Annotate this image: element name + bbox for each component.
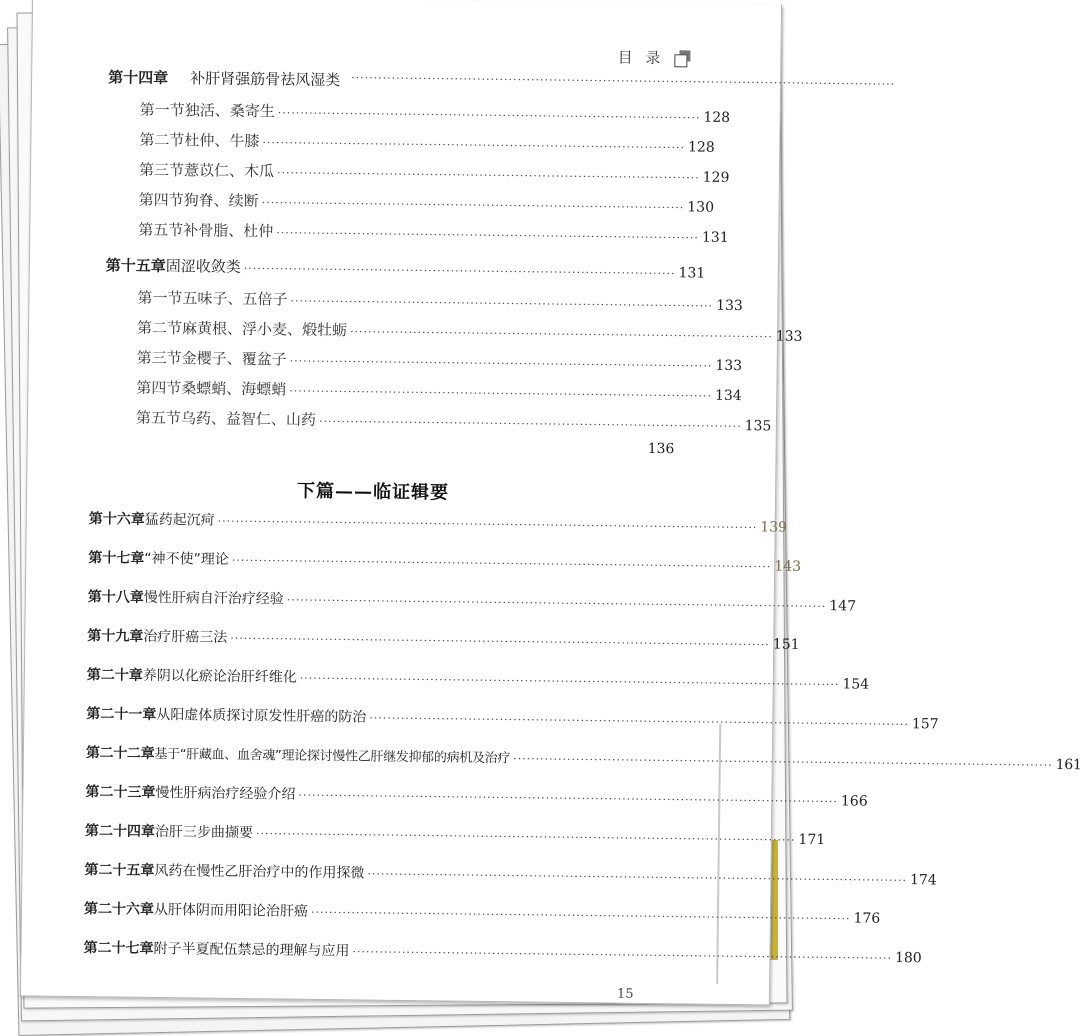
dot-leader: ························································································································ [231,553,772,574]
chapter-number: 第二十七章 [83,940,154,957]
dot-leader: ······························································································ [277,106,701,125]
chapter-number: 第二十五章 [84,862,155,879]
chapter-number: 第二十二章 [85,745,155,762]
chapter-number: 第二十六章 [83,901,155,918]
section-title: 乌药、益智仁、山药 [180,409,317,429]
part-title: 下篇——临证辑要 [296,480,450,504]
section-number: 第三节 [138,160,185,180]
chapter-number: 第二十四章 [84,823,156,840]
page-number: 157 [911,716,939,733]
section-title: 薏苡仁、木瓜 [183,161,275,181]
section-title: 桑螵蛸、海螵蛸 [181,379,287,399]
section-number: 第五节 [138,220,184,240]
page-number: 147 [829,598,857,615]
chapter-number: 第二十章 [86,667,143,684]
page-number: 174 [909,872,937,889]
dot-leader: ························································································································ [299,671,840,692]
chapter-title: 慢性肝病自汗治疗经验 [143,589,284,608]
dot-leader: ························································································································ [286,593,827,614]
toc-chapter [88,547,802,575]
toc-chapter [84,859,937,889]
toc-section [139,99,731,127]
chapter-number: 第二十三章 [85,784,156,801]
footer-page-number: 15 [616,986,634,1002]
page-number: 154 [842,676,870,693]
section-number: 第二节 [136,318,183,338]
chapter-number: 第十五章 [105,256,166,276]
dot-leader: ························································································································ [352,945,893,965]
toc-section [138,159,730,187]
page-number: 171 [798,831,826,849]
page-number: 143 [774,558,802,575]
chapter-title: 补肝肾强筋骨祛风湿类 [190,69,341,90]
chapter-title: 从肝体阴而用阳论治肝癌 [153,901,309,920]
dot-leader: ······························································································ [289,354,713,373]
toc-chapter [85,781,868,810]
section-title: 五味子、五倍子 [182,289,288,309]
section-title: 狗脊、续断 [183,191,259,211]
dot-leader: ························································································································ [298,788,839,809]
section-title: 杜仲、牛膝 [184,131,260,151]
page-number: 131 [678,265,706,282]
dot-leader: ························································································································ [513,752,1053,772]
dot-leader: ······························································································ [276,226,700,245]
toc-section [138,219,729,247]
dot-leader: ························································································································ [255,827,796,847]
chapter-title: 治肝三步曲撷要 [154,823,254,842]
chapter-title: “神不使”理论 [144,550,229,568]
chapter-title: 治疗肝癌三法 [143,628,228,646]
section-title: 补骨脂、杜仲 [183,221,274,241]
chapter-number: 第十八章 [87,589,144,606]
chapter-number: 第二十一章 [86,706,157,723]
section-number: 第一节 [139,100,185,120]
section-number: 第三节 [136,348,182,368]
chapter-title: 养阴以化瘀论治肝纤维化 [142,667,297,686]
toc-section [138,189,715,217]
toc-chapter [87,586,857,615]
page-number: 166 [840,793,868,810]
toc-chapter [85,742,1082,774]
page-number: 161 [1055,756,1082,774]
page-number: 176 [853,910,881,927]
toc-chapter [86,664,870,693]
dot-leader: ························································································································ [369,711,909,732]
chapter-number: 第十六章 [88,511,145,528]
chapter-title: 慢性肝病治疗经验介绍 [155,784,296,803]
section-number: 第五节 [135,408,182,428]
page-number: 180 [894,950,922,967]
page-number: 136 [647,440,675,458]
dot-leader: ······························································································ [289,384,713,403]
toc-chapter [83,898,881,927]
chapter-title: 基于“肝藏血、血舍魂”理论探讨慢性乙肝继发抑郁的病机及治疗 [154,746,511,767]
toc-section [136,317,803,345]
chapter-title: 从阳虚体质探讨原发性肝癌的防治 [156,706,367,726]
page-number: 151 [772,636,800,653]
toc-chapter [83,937,922,967]
section-number: 第二节 [139,130,185,150]
page-number: 134 [714,387,742,405]
toc-page [20,0,1082,1005]
chapter-title: 固涩收敛类 [165,257,241,276]
chapter-title: 风药在慢性乙肝治疗中的作用探微 [154,862,365,882]
toc-chapter [86,703,939,733]
chapter-number: 第十七章 [88,550,145,567]
section-title: 金樱子、覆盆子 [181,349,287,369]
toc-section [137,287,743,315]
page-number: 133 [716,297,743,315]
toc-chapter [87,625,800,653]
dot-leader: ······························································································ [261,196,685,215]
section-title: 麻黄根、浮小麦、煅牡蛎 [181,319,348,340]
page-number: 130 [687,199,715,216]
page-header [618,47,691,69]
toc-chapter-14-leader [348,71,896,91]
dot-leader: ························································································································ [367,867,908,888]
toc-section [139,129,715,157]
toc-chapter [84,820,826,849]
page-number: 128 [703,109,731,126]
dot-leader: ······························································································ [262,136,686,155]
section-number: 第一节 [137,288,183,308]
page-number: 139 [760,519,788,536]
section-number: 第四节 [136,378,182,398]
dot-leader: ······························································································ [318,414,742,434]
page-number: 129 [702,169,730,186]
header-label: 目 录 [617,48,665,68]
chapter-title: 猛药起沉疴 [144,511,215,529]
dot-leader: ······························································································ [290,294,714,313]
chapter-number: 第十九章 [87,628,144,645]
section-title: 独活、桑寄生 [184,101,275,121]
dot-leader: ························································································································ [230,631,770,652]
dot-leader: ······························································································ [276,166,700,185]
toc-section [135,407,772,435]
dot-leader: ························································································································ [217,514,758,535]
page-number: 128 [687,139,715,156]
dot-leader: ······························································································ [350,325,773,344]
chapter-number: 第十四章 [108,68,169,88]
dot-leader: ························································································································· [351,71,896,91]
toc-chapter-14 [108,66,348,90]
page-number: 133 [715,357,743,375]
toc-section [136,377,742,405]
page-number: 133 [775,328,803,345]
page-number: 131 [701,229,729,246]
dot-leader: ························································································································ [310,905,851,926]
dot-leader: ································································································ [243,262,676,281]
section-number: 第四节 [138,190,184,210]
toc-trailing-page [648,441,692,458]
chapter-title: 附子半夏配伍禁忌的理解与应用 [153,940,350,960]
toc-section [136,347,743,375]
page-number: 135 [744,418,772,435]
header-squares-icon [674,50,690,66]
toc-chapter [88,508,788,536]
toc-chapter-15 [105,254,706,282]
